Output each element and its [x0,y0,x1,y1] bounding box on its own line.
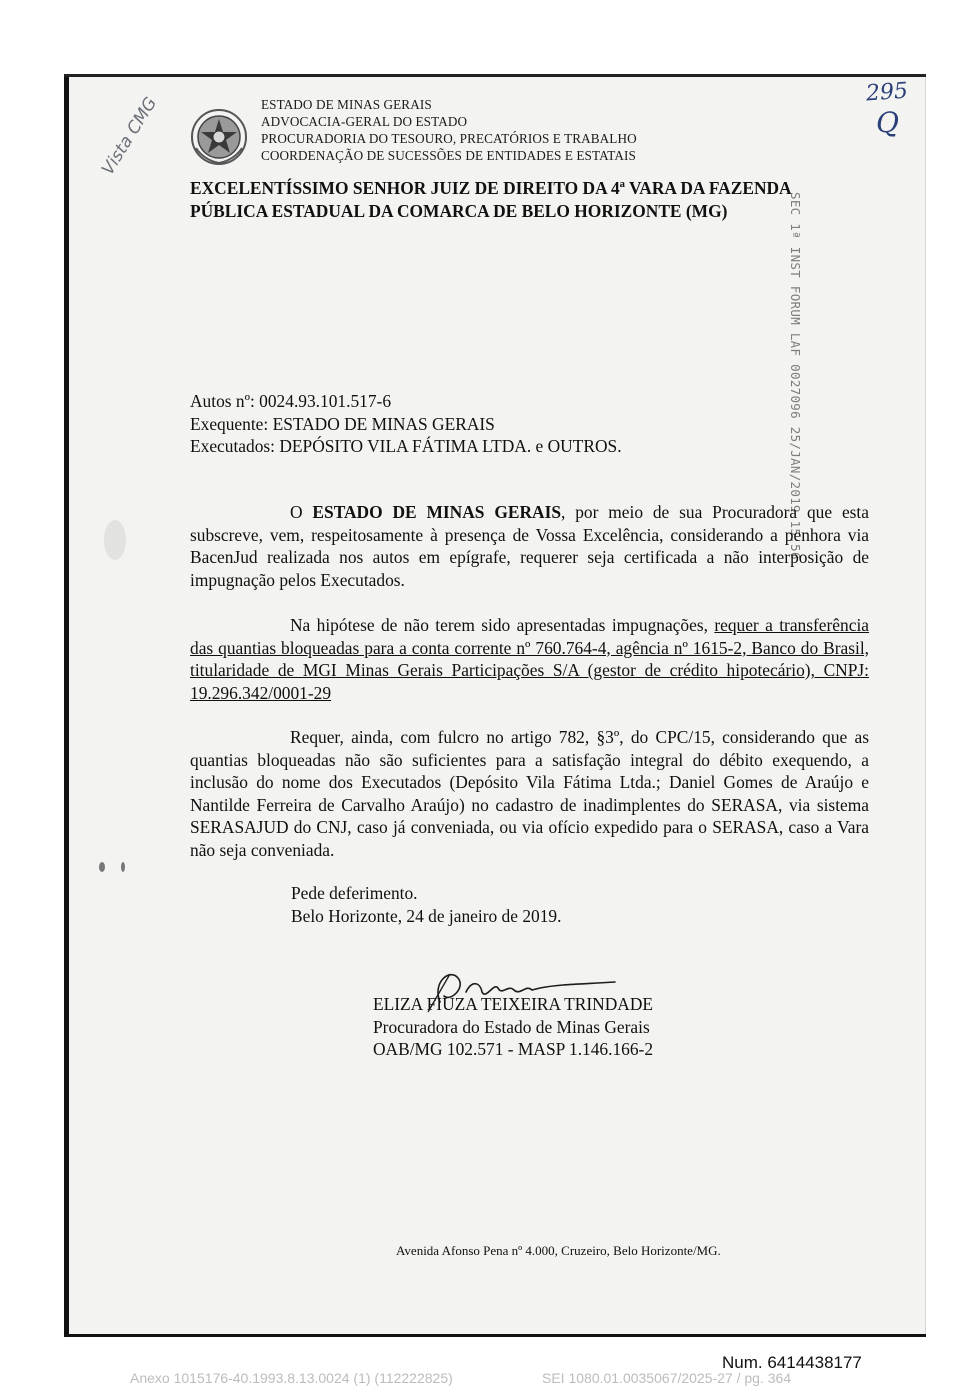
case-identification [190,390,622,458]
closing-date: Belo Horizonte, 24 de janeiro de 2019. [291,905,562,926]
letterhead-line: PROCURADORIA DO TESOURO, PRECATÓRIOS E TRABALHO [261,131,637,146]
sei-reference: SEI 1080.01.0035067/2025-27 / pg. 364 [542,1370,792,1386]
case-number: Autos nº: 0024.93.101.517-6 [190,391,392,411]
p1-bold: ESTADO DE MINAS GERAIS [312,502,562,522]
signer-registration: OAB/MG 102.571 - MASP 1.146.166-2 [373,1039,654,1059]
signer-name: ELIZA FIUZA TEIXEIRA TRINDADE [373,994,653,1014]
paragraph-2 [190,614,869,704]
case-defendants: Executados: DEPÓSITO VILA FÁTIMA LTDA. e OUTROS. [190,436,622,456]
closing [291,882,561,927]
addressee-heading [190,177,870,223]
scan-speck [99,862,105,872]
scan-smudge [104,520,126,560]
minas-gerais-coat-of-arms-icon [190,108,248,166]
annex-reference: Anexo 1015176-40.1993.8.13.0024 (1) (112222825) [130,1370,453,1386]
heading-line-2: PÚBLICA ESTADUAL DA COMARCA DE BELO HORIZONTE (MG) [190,201,728,221]
p2-plain: Na hipótese de não terem sido apresentadas impugnações, [290,615,715,635]
signer-role: Procuradora do Estado de Minas Gerais [373,1016,650,1037]
scan-speck [121,862,125,872]
letterhead [261,96,637,164]
letterhead-line: COORDENAÇÃO DE SUCESSÕES DE ENTIDADES E ESTATAIS [261,148,636,163]
footer-address: Avenida Afonso Pena nº 4.000, Cruzeiro, Belo Horizonte/MG. [396,1243,721,1258]
letterhead-line: ADVOCACIA-GERAL DO ESTADO [261,114,468,129]
handwritten-margin-note: Vista CMG [98,93,162,179]
protocol-stamp: SEC 1ª INST FORUM LAF 0027096 25/JAN/2019 15:56 [788,192,803,560]
p1-rest: , por meio de sua Procuradora que esta subscreve, vem, respeitosamente à presença de Vossa Excelência, considerando a penhora via BacenJud realizada nos autos em epígrafe, requerer seja certificada a não interposição de impugnação pelos Executados. [190,502,869,590]
paragraph-1 [190,501,869,591]
letterhead-line: ESTADO DE MINAS GERAIS [261,97,432,112]
scan-bottom-edge [64,1334,926,1337]
handwritten-page-number: 295 [865,78,909,107]
p1-lead: O [290,502,313,522]
paragraph-3 [190,726,869,862]
closing-request: Pede deferimento. [291,883,418,903]
p3-text: Requer, ainda, com fulcro no artigo 782, §3º, do CPC/15, considerando que as quantias bloqueadas não são suficientes para a satisfação integral do débito exequendo, a inclusão do nome dos Executados (Depósito Vila Fátima Ltda.; Daniel Gomes de Araújo e Nantilde Ferreira de Carvalho Araújo) no cadastro de inadimplentes do SERASA, via sistema SERASAJUD do CNJ, caso já conveniada, ou via ofício expedido para o SERASA, caso a Vara não seja conveniada. [190,727,869,860]
handwritten-initial: Q [876,106,899,139]
case-plaintiff: Exequente: ESTADO DE MINAS GERAIS [190,413,495,434]
heading-line-1: EXCELENTÍSSIMO SENHOR JUIZ DE DIREITO DA 4ª VARA DA FAZENDA [190,178,792,198]
p2-underlined: requer a transferência das quantias bloqueadas para a conta corrente nº 760.764-4, agência nº 1615-2, Banco do Brasil, titularidade de MGI Minas Gerais Participações S/A (gestor de crédito hipotecário), CNPJ: 19.296.342/0001-29 [190,615,869,703]
signature-block [373,993,653,1061]
document-number: Num. 6414438177 [722,1353,862,1372]
